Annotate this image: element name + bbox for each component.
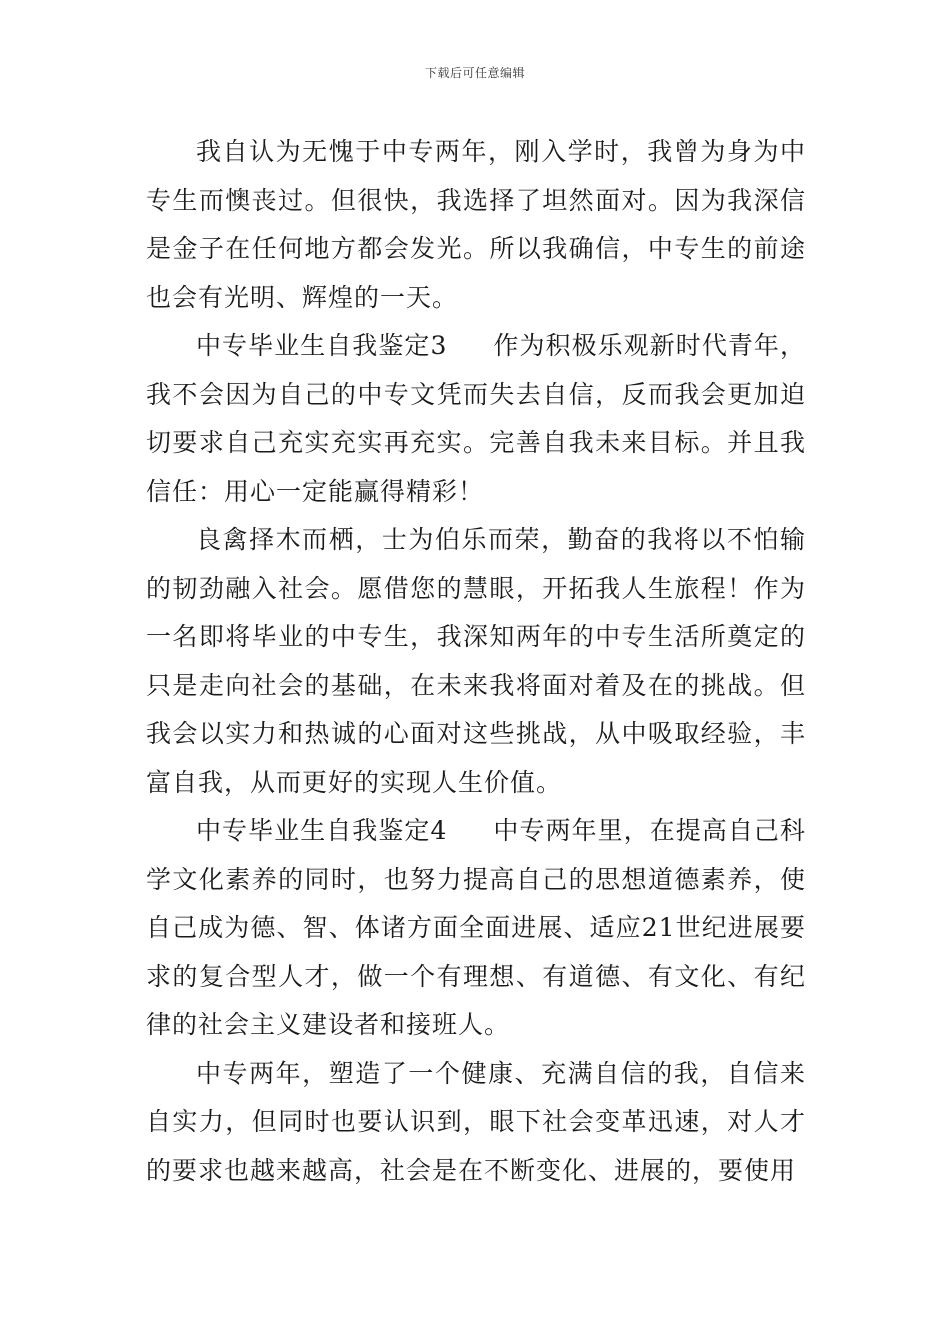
paragraph-5 (146, 1050, 806, 1196)
paragraph-2 (146, 322, 806, 516)
paragraph-text: 良禽择木而栖，士为伯乐而荣，勤奋的我将以不怕输的韧劲融入社会。愿借您的慧眼，开拓我人生旅程！作为一名即将毕业的中专生，我深知两年的中专生活所奠定的只是走向社会的基础，在未来我将面对着及在的挑战。但我会以实力和热诚的心面对这些挑战，从中吸取经验，丰富自我，从而更好的实现人生价值。 (146, 525, 806, 797)
paragraph-1 (146, 128, 806, 322)
page-header: 下载后可任意编辑 (424, 66, 525, 80)
paragraph-3 (146, 516, 806, 807)
paragraph-4 (146, 807, 806, 1050)
paragraph-text: 我自认为无愧于中专两年，刚入学时，我曾为身为中专生而懊丧过。但很快，我选择了坦然面对。因为我深信是金子在任何地方都会发光。所以我确信，中专生的前途也会有光明、辉煌的一天。 (146, 137, 806, 312)
document-body (146, 128, 806, 1195)
section-heading-3: 中专毕业生自我鉴定3 (196, 331, 448, 360)
section-heading-4: 中专毕业生自我鉴定4 (196, 816, 448, 845)
paragraph-text: 作为积极乐观新时代青年，我不会因为自己的中专文凭而失去自信，反而我会更加迫切要求自己充实充实再充实。完善自我未来目标。并且我信任：用心一定能赢得精彩！ (146, 331, 806, 506)
paragraph-text: 中专两年，塑造了一个健康、充满自信的我，自信来自实力，但同时也要认识到，眼下社会变革迅速，对人才的要求也越来越高，社会是在不断变化、进展的，要使用 (146, 1058, 806, 1185)
paragraph-text: 中专两年里，在提高自己科学文化素养的同时，也努力提高自己的思想道德素养，使自己成为德、智、体诸方面全面进展、适应21世纪进展要求的复合型人才，做一个有理想、有道德、有文化、有纪律的社会主义建设者和接班人。 (146, 816, 806, 1039)
